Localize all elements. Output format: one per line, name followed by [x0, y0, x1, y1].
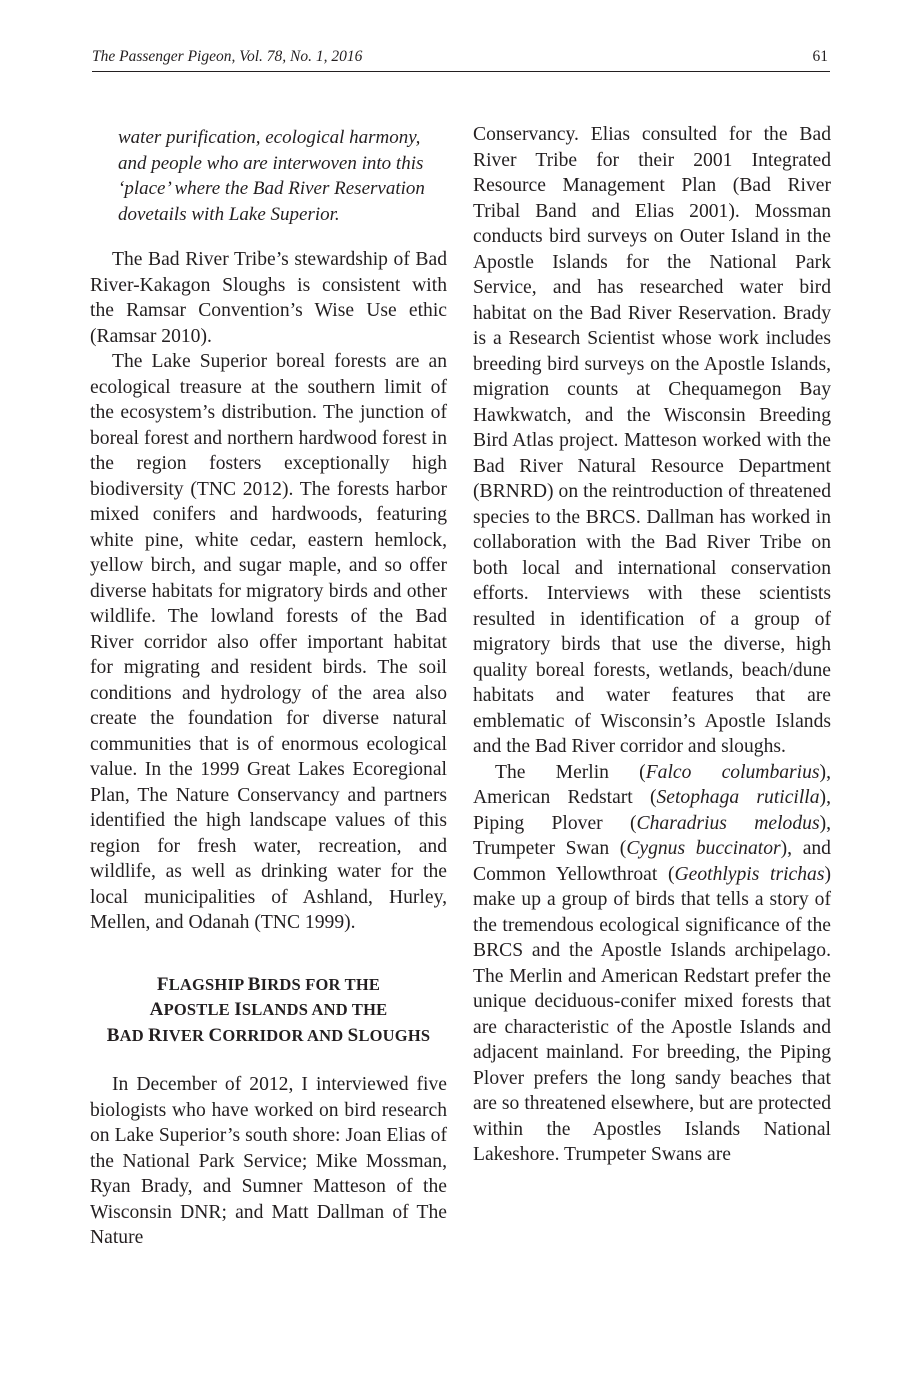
left-column — [90, 122, 447, 1251]
paragraph: The Lake Superior boreal forests are an ecological treasure at the southern limit of the ecosystem’s distribution. The junction of boreal forest and northern hardwood forest in the region fosters exceptionally high biodiversity (TNC 2012). The forests harbor mixed conifers and hardwoods, featuring white pine, white cedar, eastern hemlock, yellow birch, and sugar maple, and so offer diverse habitats for migratory birds and other wildlife. The lowland forests of the Bad River corridor also offer important habitat for migrating and resident birds. The soil conditions and hydrology of the area also create the foundation for diverse natural communities that is of enormous ecological value. In the 1999 Great Lakes Ecoregional Plan, The Nature Conservancy and partners identified the high landscape values of this region for fresh water, recreation, and wildlife, as well as drinking water for the local municipalities of Ashland, Hurley, Mellen, and Odanah (TNC 1999). — [90, 351, 447, 934]
species-name: Geothlypis trichas — [674, 863, 825, 885]
species-name: Cygnus buccinator — [626, 838, 781, 859]
page-number: 61 — [812, 48, 828, 65]
paragraph: The Bad River Tribe’s stewardship of Bad River-Kakagon Sloughs is consistent with the Ramsar Convention’s Wise Use ethic (Ramsar 2010). — [90, 249, 447, 347]
header-rule — [92, 71, 830, 72]
right-column — [473, 122, 831, 1168]
paragraph: In December of 2012, I interviewed five biologists who have worked on bird research on Lake Superior’s south shore: Joan Elias of the National Park Service; Mike Mossman, Ryan Brady, and Sumner Matteson of the Wisconsin DNR; and Matt Dallman of The Nature — [90, 1074, 447, 1249]
block-quote: water purification, ecological harmony, and people who are interwoven into this ‘place’ where the Bad River Reservation dovetails with Lake Superior. — [118, 127, 425, 225]
paragraph: The Merlin (Falco columbarius), American Redstart (Setophaga ruticilla), Piping Plover (Charadrius melodus), Trumpeter Swan (Cygnus buccinator), and Common Yellowthroat (Geothlypis trichas) make up a group of birds that tells a story of the tremendous ecological significance of the BRCS and the Apostle Islands archipelago. The Merlin and American Redstart prefer the unique deciduous-conifer mixed forests that are characteristic of the Apostle Islands and adjacent mainland. For breeding, the Piping Plover prefers the long sandy beaches that are so threatened elsewhere, but are protected within the Apostles Islands National Lakeshore. Trumpeter Swans are — [473, 761, 832, 1165]
section-heading: FLAGSHIP BIRDS FOR THE APOSTLE ISLANDS AND THE BAD RIVER CORRIDOR AND SLOUGHS — [106, 973, 431, 1046]
species-name: Falco columbarius — [645, 761, 820, 783]
paragraph: Conservancy. Elias consulted for the Bad River Tribe for their 2001 Integrated Resource Management Plan (Bad River Tribal Band and Elias 2001). Mossman conducts bird surveys on Outer Island in the Apostle Islands for the National Park Service, and has researched water bird habitat on the Bad River Reservation. Brady is a Research Scientist whose work includes breeding bird surveys on the Apostle Islands, migration counts at Chequamegon Bay Hawkwatch, and the Wisconsin Breeding Bird Atlas project. Matteson worked with the Bad River Natural Resource Department (BRNRD) on the reintroduction of threatened species to the BRCS. Dallman has worked in collaboration with the Bad River Tribe on both local and international conservation efforts. Interviews with these scientists resulted in identification of a group of migratory birds that use the diverse, high quality boreal forests, wetlands, beach/dune habitats and water features that are emblematic of Wisconsin’s Apostle Islands and the Bad River corridor and sloughs. — [473, 124, 831, 757]
species-name: Setophaga ruticilla — [656, 787, 820, 808]
species-name: Charadrius melodus — [636, 812, 820, 834]
running-header — [92, 48, 830, 70]
journal-citation: The Passenger Pigeon, Vol. 78, No. 1, 2016 — [92, 48, 363, 65]
